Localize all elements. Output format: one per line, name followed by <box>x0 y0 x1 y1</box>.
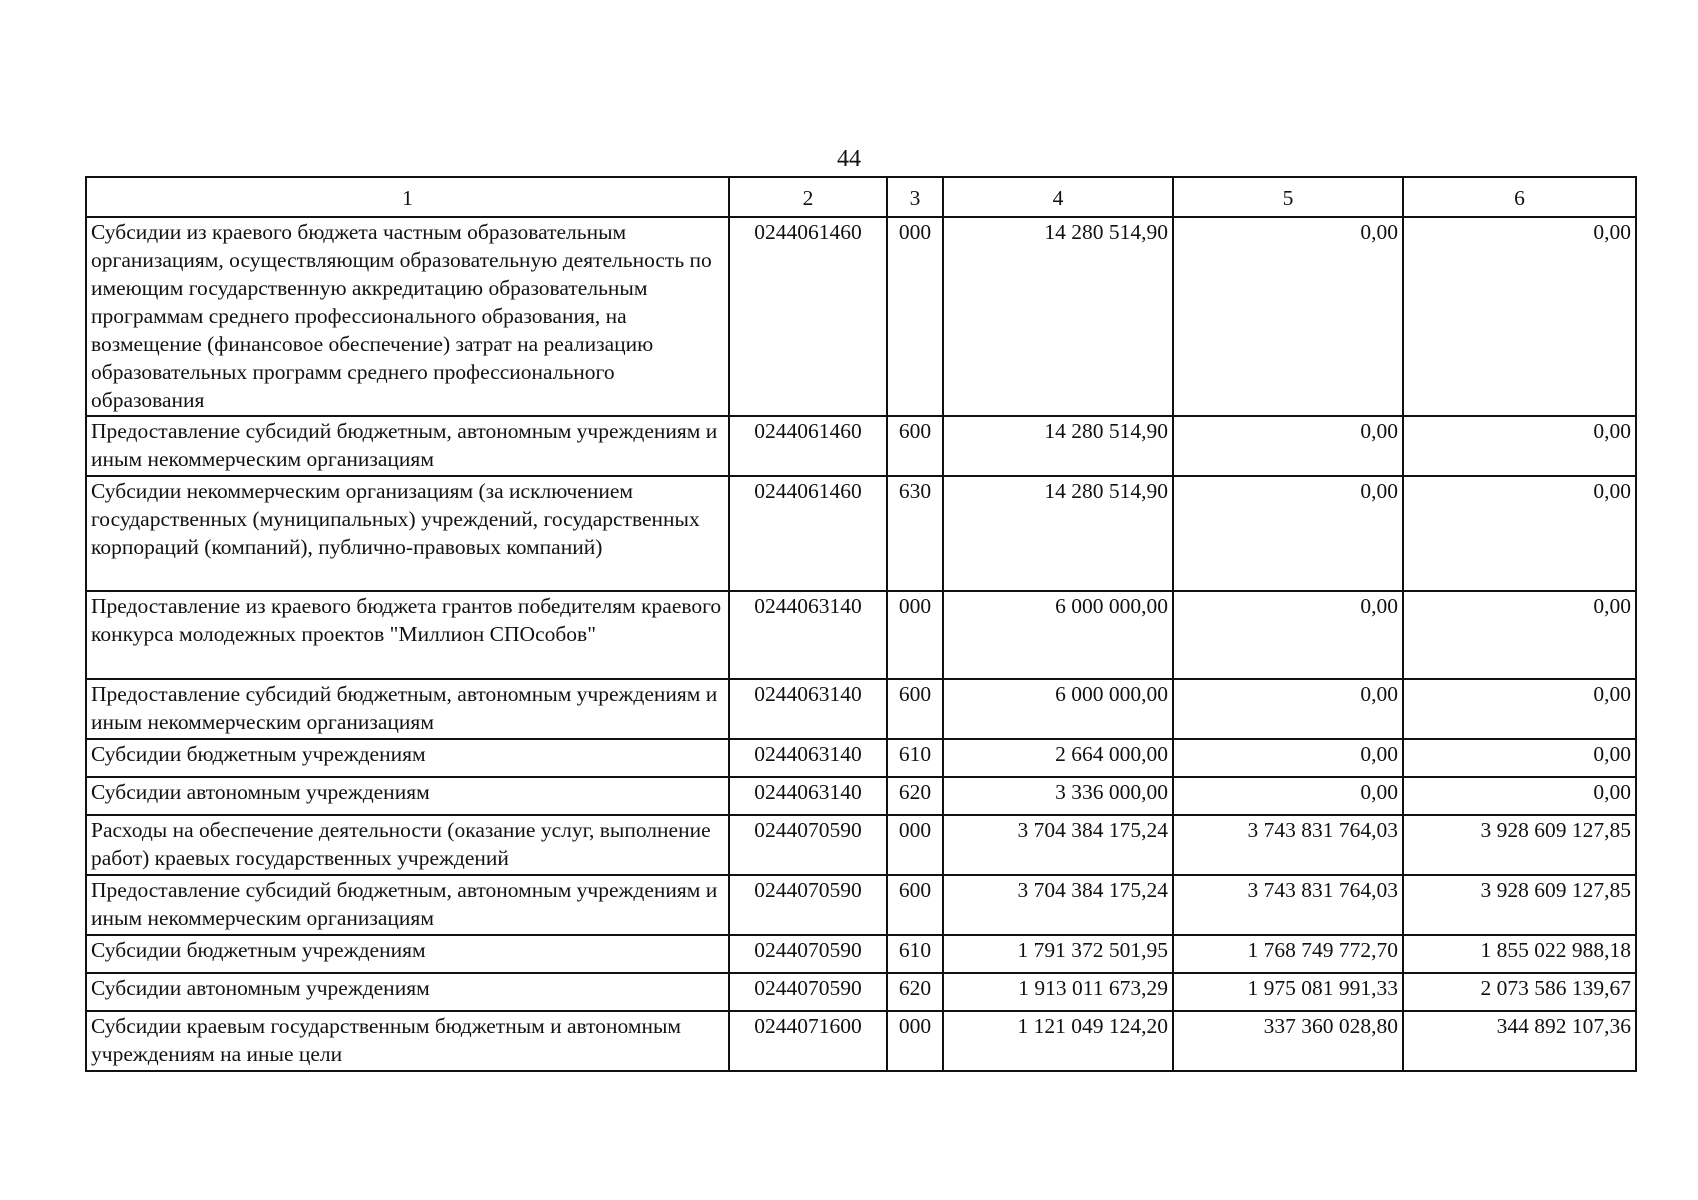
row-target-code: 0244061460 <box>729 416 887 476</box>
table-row <box>86 217 1636 416</box>
row-expense-type: 620 <box>887 777 943 815</box>
row-expense-type: 630 <box>887 476 943 591</box>
row-amount-col6: 0,00 <box>1403 777 1636 815</box>
row-target-code: 0244070590 <box>729 875 887 935</box>
table-row <box>86 973 1636 1011</box>
row-amount-col5: 3 743 831 764,03 <box>1173 815 1403 875</box>
row-amount-col6: 3 928 609 127,85 <box>1403 815 1636 875</box>
header-row <box>86 177 1636 217</box>
row-name: Субсидии автономным учреждениям <box>86 973 729 1011</box>
table-row <box>86 935 1636 973</box>
row-name: Субсидии бюджетным учреждениям <box>86 739 729 777</box>
row-name: Субсидии из краевого бюджета частным образовательным организациям, осуществляющим образовательную деятельность по имеющим государственную аккредитацию образовательным программам среднего профессионального образования, на возмещение (финансовое обеспечение) затрат на реализацию образовательных программ среднего профессионального образования <box>86 217 729 416</box>
row-expense-type: 600 <box>887 875 943 935</box>
table-row <box>86 739 1636 777</box>
table-row <box>86 591 1636 679</box>
row-target-code: 0244063140 <box>729 739 887 777</box>
row-target-code: 0244070590 <box>729 935 887 973</box>
row-expense-type: 000 <box>887 591 943 679</box>
row-target-code: 0244063140 <box>729 679 887 739</box>
table-row <box>86 815 1636 875</box>
row-amount-col4: 14 280 514,90 <box>943 416 1173 476</box>
row-amount-col6: 0,00 <box>1403 591 1636 679</box>
budget-table <box>85 176 1637 1072</box>
row-amount-col4: 14 280 514,90 <box>943 476 1173 591</box>
row-name: Субсидии краевым государственным бюджетным и автономным учреждениям на иные цели <box>86 1011 729 1071</box>
row-amount-col4: 1 913 011 673,29 <box>943 973 1173 1011</box>
row-amount-col5: 337 360 028,80 <box>1173 1011 1403 1071</box>
row-amount-col5: 0,00 <box>1173 777 1403 815</box>
row-amount-col4: 14 280 514,90 <box>943 217 1173 416</box>
row-amount-col6: 0,00 <box>1403 217 1636 416</box>
row-target-code: 0244071600 <box>729 1011 887 1071</box>
row-name: Субсидии автономным учреждениям <box>86 777 729 815</box>
row-amount-col4: 1 121 049 124,20 <box>943 1011 1173 1071</box>
row-amount-col4: 3 704 384 175,24 <box>943 815 1173 875</box>
row-target-code: 0244063140 <box>729 591 887 679</box>
row-amount-col5: 1 768 749 772,70 <box>1173 935 1403 973</box>
row-name: Предоставление субсидий бюджетным, автономным учреждениям и иным некоммерческим организациям <box>86 416 729 476</box>
header-col-2: 2 <box>729 177 887 217</box>
row-expense-type: 620 <box>887 973 943 1011</box>
row-amount-col4: 6 000 000,00 <box>943 679 1173 739</box>
row-name: Предоставление субсидий бюджетным, автономным учреждениям и иным некоммерческим организациям <box>86 679 729 739</box>
row-amount-col5: 0,00 <box>1173 217 1403 416</box>
row-amount-col4: 1 791 372 501,95 <box>943 935 1173 973</box>
table-row <box>86 777 1636 815</box>
row-expense-type: 610 <box>887 935 943 973</box>
row-amount-col5: 0,00 <box>1173 476 1403 591</box>
row-name: Субсидии бюджетным учреждениям <box>86 935 729 973</box>
row-name: Субсидии некоммерческим организациям (за исключением государственных (муниципальных) учреждений, государственных корпораций (компаний), публично-правовых компаний) <box>86 476 729 591</box>
row-amount-col5: 1 975 081 991,33 <box>1173 973 1403 1011</box>
page-number: 44 <box>837 146 861 172</box>
row-amount-col4: 6 000 000,00 <box>943 591 1173 679</box>
row-amount-col4: 2 664 000,00 <box>943 739 1173 777</box>
row-amount-col5: 0,00 <box>1173 416 1403 476</box>
row-name: Предоставление субсидий бюджетным, автономным учреждениям и иным некоммерческим организациям <box>86 875 729 935</box>
header-col-4: 4 <box>943 177 1173 217</box>
row-amount-col5: 0,00 <box>1173 679 1403 739</box>
row-expense-type: 000 <box>887 1011 943 1071</box>
row-amount-col6: 0,00 <box>1403 476 1636 591</box>
header-col-6: 6 <box>1403 177 1636 217</box>
row-target-code: 0244070590 <box>729 815 887 875</box>
table-row <box>86 679 1636 739</box>
table-header <box>86 177 1636 217</box>
row-amount-col6: 1 855 022 988,18 <box>1403 935 1636 973</box>
row-target-code: 0244063140 <box>729 777 887 815</box>
row-amount-col6: 2 073 586 139,67 <box>1403 973 1636 1011</box>
row-target-code: 0244061460 <box>729 217 887 416</box>
row-name: Расходы на обеспечение деятельности (оказание услуг, выполнение работ) краевых государственных учреждений <box>86 815 729 875</box>
row-amount-col5: 0,00 <box>1173 591 1403 679</box>
header-col-5: 5 <box>1173 177 1403 217</box>
row-amount-col6: 0,00 <box>1403 416 1636 476</box>
row-amount-col5: 3 743 831 764,03 <box>1173 875 1403 935</box>
row-amount-col6: 0,00 <box>1403 679 1636 739</box>
table-row <box>86 875 1636 935</box>
row-amount-col6: 3 928 609 127,85 <box>1403 875 1636 935</box>
row-name: Предоставление из краевого бюджета грантов победителям краевого конкурса молодежных проектов "Миллион СПОсобов" <box>86 591 729 679</box>
row-amount-col6: 344 892 107,36 <box>1403 1011 1636 1071</box>
header-col-3: 3 <box>887 177 943 217</box>
table-row <box>86 1011 1636 1071</box>
row-expense-type: 000 <box>887 217 943 416</box>
row-amount-col6: 0,00 <box>1403 739 1636 777</box>
header-col-1: 1 <box>86 177 729 217</box>
row-amount-col4: 3 704 384 175,24 <box>943 875 1173 935</box>
table-body <box>86 217 1636 1071</box>
row-expense-type: 610 <box>887 739 943 777</box>
row-expense-type: 600 <box>887 679 943 739</box>
table-row <box>86 416 1636 476</box>
row-amount-col5: 0,00 <box>1173 739 1403 777</box>
row-target-code: 0244061460 <box>729 476 887 591</box>
row-expense-type: 000 <box>887 815 943 875</box>
table-row <box>86 476 1636 591</box>
row-amount-col4: 3 336 000,00 <box>943 777 1173 815</box>
row-target-code: 0244070590 <box>729 973 887 1011</box>
row-expense-type: 600 <box>887 416 943 476</box>
